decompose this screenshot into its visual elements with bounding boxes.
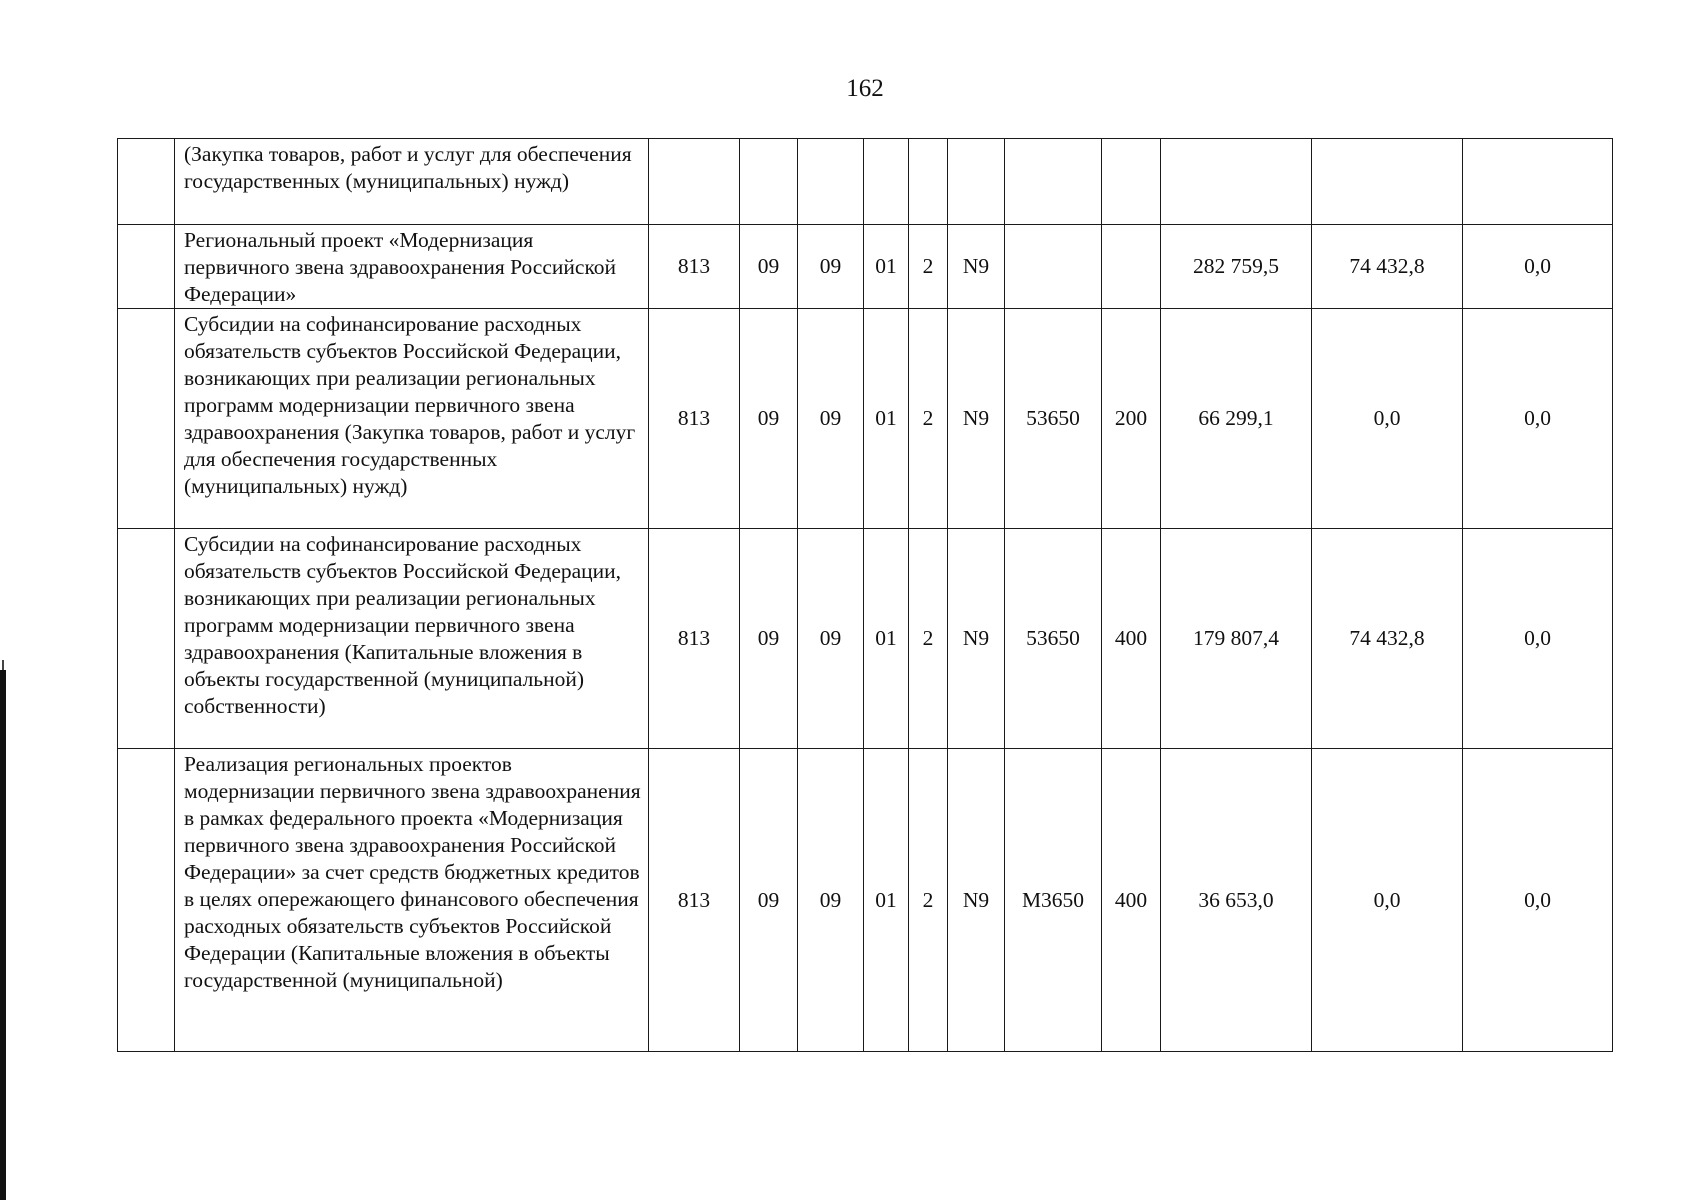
- project-code-cell: N9: [948, 225, 1005, 309]
- subprogram-code-cell: [909, 139, 948, 225]
- ministry-code-cell: 813: [649, 529, 740, 749]
- amount-1-cell: 179 807,4: [1161, 529, 1312, 749]
- project-code-cell: N9: [948, 529, 1005, 749]
- amount-2-cell: 74 432,8: [1312, 529, 1463, 749]
- project-code-cell: N9: [948, 749, 1005, 1052]
- row-number-cell: [118, 749, 175, 1052]
- amount-2-cell: 74 432,8: [1312, 225, 1463, 309]
- amount-3-cell: 0,0: [1463, 749, 1613, 1052]
- expense-type-cell: [1102, 139, 1161, 225]
- amount-1-cell: 66 299,1: [1161, 309, 1312, 529]
- page-number: 162: [846, 75, 884, 102]
- subprogram-code-cell: 2: [909, 529, 948, 749]
- table-row: [118, 749, 1613, 1052]
- table-row: [118, 139, 1613, 225]
- ministry-code-cell: 813: [649, 225, 740, 309]
- program-code-cell: 01: [864, 309, 909, 529]
- section-code-cell: [740, 139, 798, 225]
- amount-3-cell: 0,0: [1463, 225, 1613, 309]
- expense-type-cell: 400: [1102, 749, 1161, 1052]
- description-cell: Субсидии на софинансирование расходных обязательств субъектов Российской Федерации, возникающих при реализации региональных программ модернизации первичного звена здравоохранения (Капитальные вложения в объекты государственной (муниципальной) собственности): [175, 529, 649, 749]
- table-row: [118, 529, 1613, 749]
- table-row: [118, 309, 1613, 529]
- ministry-code-cell: [649, 139, 740, 225]
- row-number-cell: [118, 529, 175, 749]
- amount-2-cell: [1312, 139, 1463, 225]
- amount-3-cell: 0,0: [1463, 529, 1613, 749]
- subsection-code-cell: 09: [798, 309, 864, 529]
- description-cell: (Закупка товаров, работ и услуг для обеспечения государственных (муниципальных) нужд): [175, 139, 649, 225]
- expense-type-cell: 200: [1102, 309, 1161, 529]
- amount-3-cell: 0,0: [1463, 309, 1613, 529]
- amount-2-cell: 0,0: [1312, 749, 1463, 1052]
- section-code-cell: 09: [740, 749, 798, 1052]
- budget-table: [117, 138, 1613, 1052]
- ministry-code-cell: 813: [649, 309, 740, 529]
- row-number-cell: [118, 225, 175, 309]
- subsection-code-cell: [798, 139, 864, 225]
- amount-3-cell: [1463, 139, 1613, 225]
- subprogram-code-cell: 2: [909, 225, 948, 309]
- direction-code-cell: 53650: [1005, 309, 1102, 529]
- direction-code-cell: [1005, 139, 1102, 225]
- program-code-cell: 01: [864, 225, 909, 309]
- row-number-cell: [118, 309, 175, 529]
- amount-1-cell: 282 759,5: [1161, 225, 1312, 309]
- section-code-cell: 09: [740, 529, 798, 749]
- description-cell: Региональный проект «Модернизация первичного звена здравоохранения Российской Федерации»: [175, 225, 649, 309]
- ministry-code-cell: 813: [649, 749, 740, 1052]
- project-code-cell: N9: [948, 309, 1005, 529]
- description-cell: Реализация региональных проектов модернизации первичного звена здравоохранения в рамках федерального проекта «Модернизация первичного звена здравоохранения Российской Федерации» за счет средств бюджетных кредитов в целях опережающего финансового обеспечения расходных обязательств субъектов Российской Федерации (Капитальные вложения в объекты государственной (муниципальной): [175, 749, 649, 1052]
- project-code-cell: [948, 139, 1005, 225]
- row-number-cell: [118, 139, 175, 225]
- amount-1-cell: [1161, 139, 1312, 225]
- table-row: [118, 225, 1613, 309]
- amount-1-cell: 36 653,0: [1161, 749, 1312, 1052]
- section-code-cell: 09: [740, 309, 798, 529]
- direction-code-cell: 53650: [1005, 529, 1102, 749]
- program-code-cell: [864, 139, 909, 225]
- subsection-code-cell: 09: [798, 225, 864, 309]
- section-code-cell: 09: [740, 225, 798, 309]
- subsection-code-cell: 09: [798, 749, 864, 1052]
- amount-2-cell: 0,0: [1312, 309, 1463, 529]
- expense-type-cell: [1102, 225, 1161, 309]
- subsection-code-cell: 09: [798, 529, 864, 749]
- description-cell: Субсидии на софинансирование расходных обязательств субъектов Российской Федерации, возникающих при реализации региональных программ модернизации первичного звена здравоохранения (Закупка товаров, работ и услуг для обеспечения государственных (муниципальных) нужд): [175, 309, 649, 529]
- program-code-cell: 01: [864, 749, 909, 1052]
- scan-edge-bar: [0, 670, 6, 1200]
- subprogram-code-cell: 2: [909, 309, 948, 529]
- direction-code-cell: [1005, 225, 1102, 309]
- program-code-cell: 01: [864, 529, 909, 749]
- subprogram-code-cell: 2: [909, 749, 948, 1052]
- direction-code-cell: M3650: [1005, 749, 1102, 1052]
- expense-type-cell: 400: [1102, 529, 1161, 749]
